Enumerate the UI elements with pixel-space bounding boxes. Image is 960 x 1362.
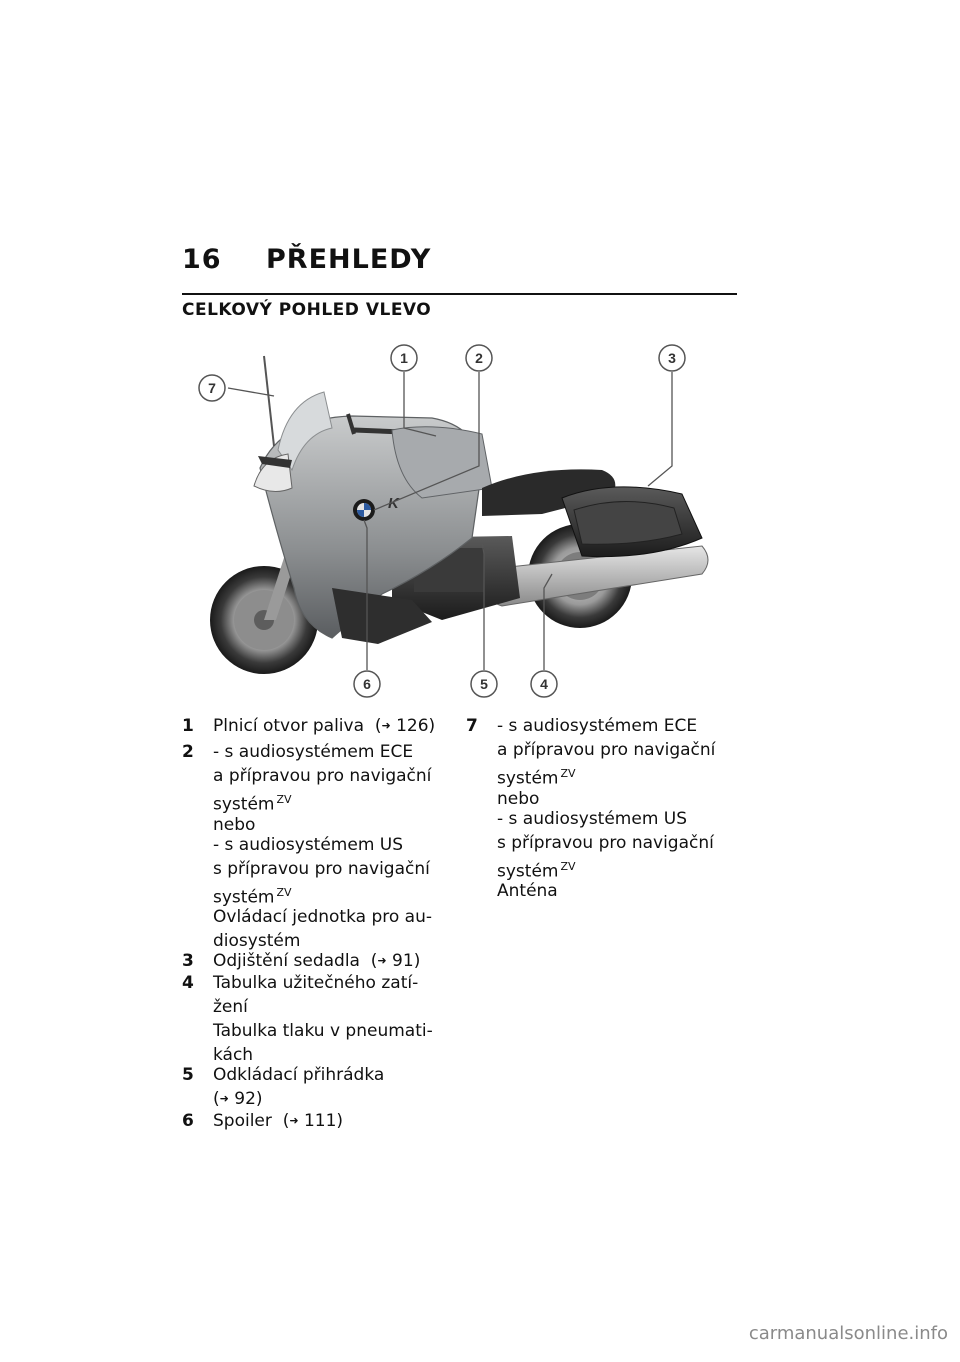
- legend-item: 2 - s audiosystémem ECE a přípravou pro navigační systém $^{ZV}$ nebo - s audiosystémem US s přípravou pro navigační systém $^{ZV}$ Ovládací jednotka pro au- diosystém: [182, 742, 432, 952]
- legend-number: 1: [182, 716, 194, 736]
- legend-number: 5: [182, 1065, 194, 1086]
- legend-line: Plnicí otvor paliva (➜ 126): [213, 716, 436, 736]
- svg-text:5: 5: [480, 676, 488, 692]
- svg-text:4: 4: [540, 676, 548, 692]
- svg-text:1: 1: [400, 350, 408, 366]
- arrow-icon: ➜: [289, 1114, 299, 1128]
- page-reference[interactable]: (➜ 126): [374, 716, 436, 736]
- svg-text:2: 2: [475, 350, 483, 366]
- svg-text:6: 6: [363, 676, 371, 692]
- legend-number: 6: [182, 1111, 194, 1132]
- legend-item: 5 Odkládací přihrádka (➜ 92): [182, 1065, 385, 1110]
- page-number: 16: [182, 244, 222, 275]
- legend-right: [466, 716, 736, 901]
- page-reference[interactable]: (➜ 111): [282, 1111, 344, 1132]
- legend-left: [182, 716, 442, 1133]
- legend-number: 2: [182, 742, 194, 762]
- page-reference[interactable]: (➜ 92): [213, 1089, 263, 1110]
- bmw-logo: [353, 499, 375, 521]
- chapter-title: PŘEHLEDY: [266, 244, 432, 275]
- legend-item: 3 Odjištění sedadla (➜ 91): [182, 951, 421, 972]
- legend-item: 4 Tabulka užitečného zatí- žení Tabulka tlaku v pneumati- kách: [182, 973, 433, 1066]
- arrow-icon: ➜: [377, 954, 387, 968]
- legend-number: 3: [182, 951, 194, 972]
- header-rule: [182, 293, 737, 295]
- superscript-zv: ZV: [560, 859, 576, 873]
- legend-item: 6 Spoiler (➜ 111): [182, 1111, 344, 1132]
- footer-watermark: carmanualsonline.info: [748, 1323, 948, 1344]
- motorcycle-illustration: [182, 338, 737, 708]
- svg-text:7: 7: [208, 380, 216, 396]
- svg-text:3: 3: [668, 350, 676, 366]
- superscript-zv: ZV: [276, 885, 292, 899]
- section-title: CELKOVÝ POHLED VLEVO: [182, 300, 432, 320]
- legend-item: 7 - s audiosystémem ECE a přípravou pro navigační systém $^{ZV}$ nebo - s audiosystémem US s přípravou pro navigační systém $^{ZV}$ Anténa: [466, 716, 716, 902]
- superscript-zv: ZV: [560, 767, 576, 780]
- superscript-zv: ZV: [276, 793, 292, 806]
- model-badge: K: [388, 495, 399, 512]
- arrow-icon: ➜: [381, 719, 391, 732]
- legend-number: 7: [466, 716, 478, 736]
- legend-number: 4: [182, 973, 194, 994]
- page-header: [182, 244, 431, 280]
- antenna: [264, 356, 274, 446]
- page-reference[interactable]: (➜ 91): [370, 951, 421, 972]
- legend-item: [182, 716, 442, 742]
- arrow-icon: ➜: [219, 1092, 229, 1106]
